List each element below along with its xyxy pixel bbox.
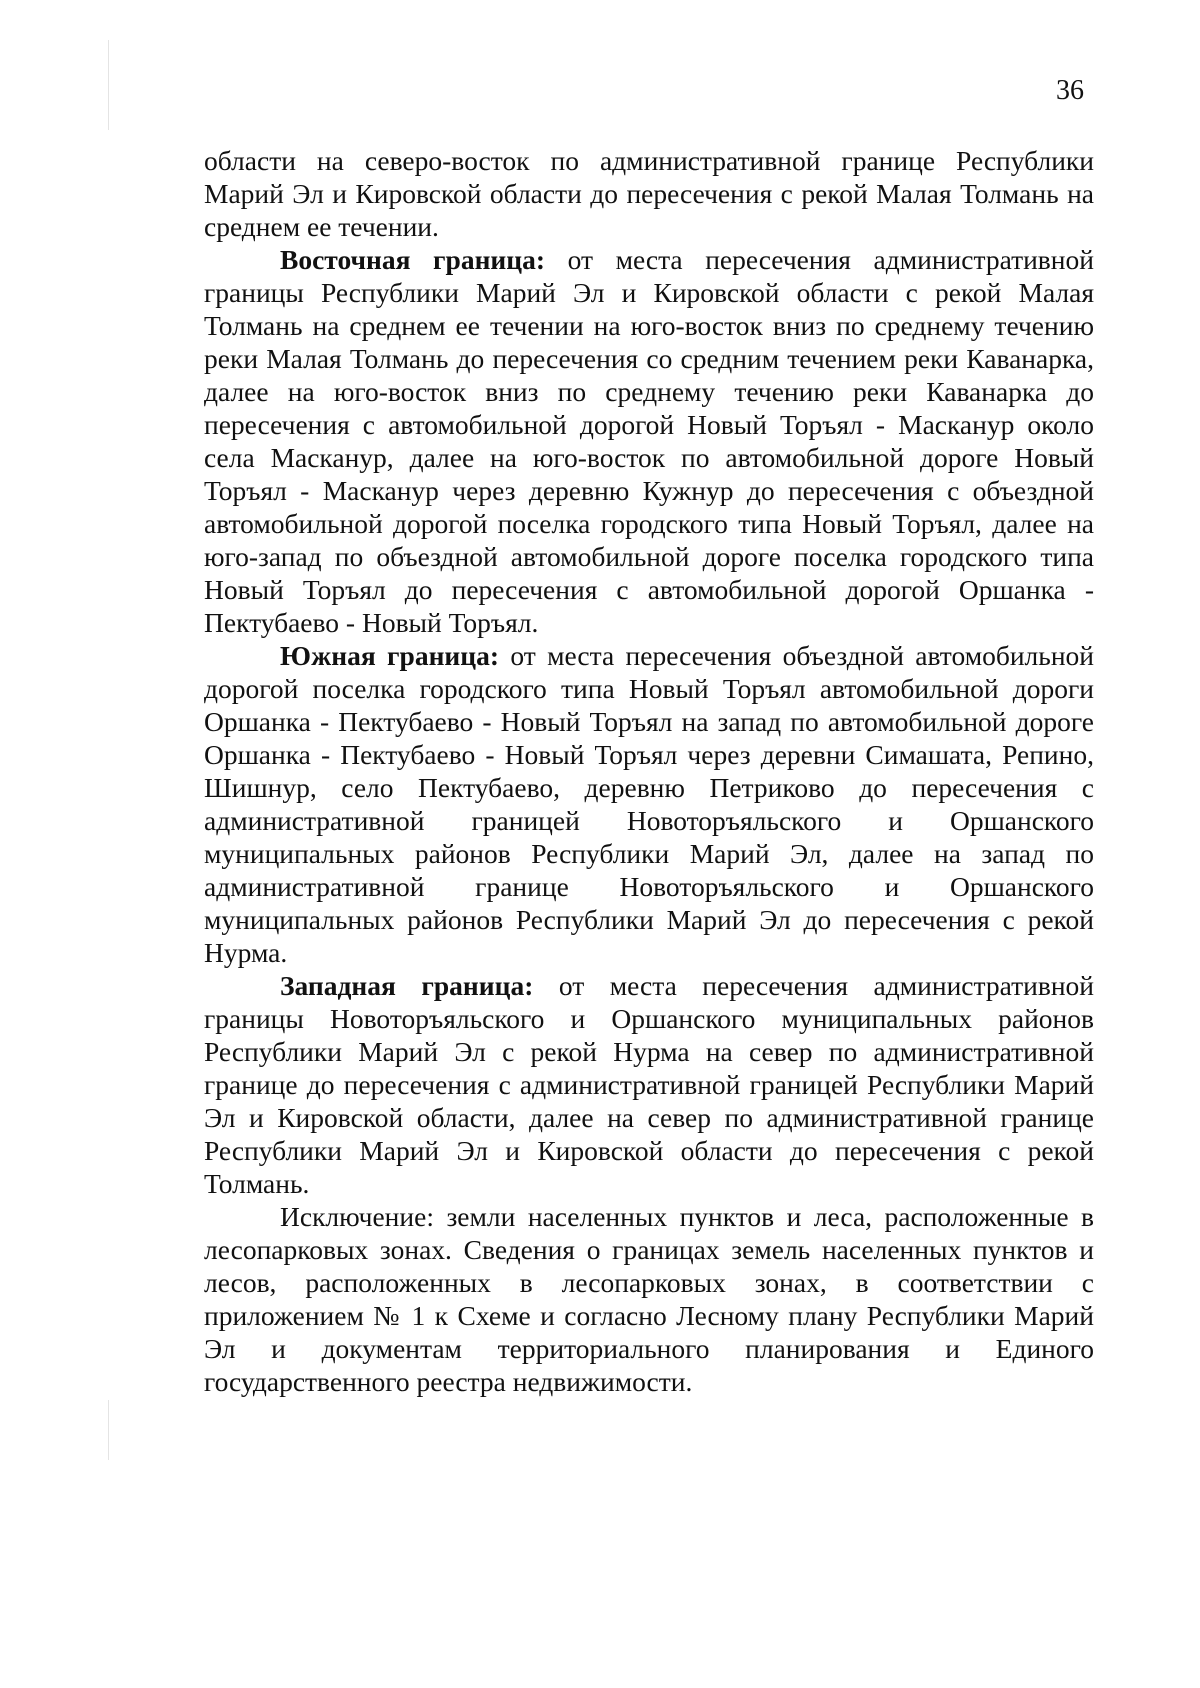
paragraph-intro (204, 144, 1094, 243)
paragraph-exception (204, 1200, 1094, 1398)
document-body (204, 144, 1094, 1398)
section-heading: Южная граница: (280, 640, 500, 671)
section-heading: Западная граница: (280, 970, 534, 1001)
paragraph-text: от места пересечения административной границы Новоторъяльского и Оршанского муниципальных районов Республики Марий Эл с рекой Нурма на север по административной границе до пересечения с административной границей Республики Марий Эл и Кировской области, далее на север по административной границе Республики Марий Эл и Кировской области до пересечения с рекой Толмань. (204, 970, 1094, 1199)
paragraph-south-boundary (204, 639, 1094, 969)
paragraph-text: от места пересечения объездной автомобильной дорогой поселка городского типа Новый Торъял автомобильной дороги Оршанка - Пектубаево - Новый Торъял на запад по автомобильной дороге Оршанка - Пектубаево - Новый Торъял через деревни Симашата, Репино, Шишнур, село Пектубаево, деревню Петриково до пересечения с административной границей Новоторъяльского и Оршанского муниципальных районов Республики Марий Эл, далее на запад по административной границе Новоторъяльского и Оршанского муниципальных районов Республики Марий Эл до пересечения с рекой Нурма. (204, 640, 1095, 968)
paragraph-west-boundary (204, 969, 1094, 1200)
paragraph-east-boundary (204, 243, 1094, 639)
scan-edge-mark (108, 1400, 109, 1460)
section-heading: Восточная граница: (280, 244, 546, 275)
paragraph-text: области на северо-восток по административной границе Республики Марий Эл и Кировской области до пересечения с рекой Малая Толмань на среднем ее течении. (204, 145, 1094, 242)
page-number: 36 (1056, 75, 1084, 106)
scan-edge-mark (108, 40, 109, 130)
paragraph-text: от места пересечения административной границы Республики Марий Эл и Кировской области с рекой Малая Толмань на среднем ее течении на юго-восток вниз по среднему течению реки Малая Толмань до пересечения со средним течением реки Каванарка, далее на юго-восток вниз по среднему течению реки Каванарка до пересечения с автомобильной дорогой Новый Торъял - Масканур около села Масканур, далее на юго-восток по автомобильной дороге Новый Торъял - Масканур через деревню Кужнур до пересечения с объездной автомобильной дорогой поселка городского типа Новый Торъял, далее на юго-запад по объездной автомобильной дороге поселка городского типа Новый Торъял до пересечения с автомобильной дорогой Оршанка - Пектубаево - Новый Торъял. (204, 244, 1094, 638)
paragraph-text: Исключение: земли населенных пунктов и леса, расположенные в лесопарковых зонах. Сведения о границах земель населенных пунктов и лесов, расположенных в лесопарковых зонах, в соответствии с приложением № 1 к Схеме и согласно Лесному плану Республики Марий Эл и документам территориального планирования и Единого государственного реестра недвижимости. (204, 1201, 1094, 1397)
